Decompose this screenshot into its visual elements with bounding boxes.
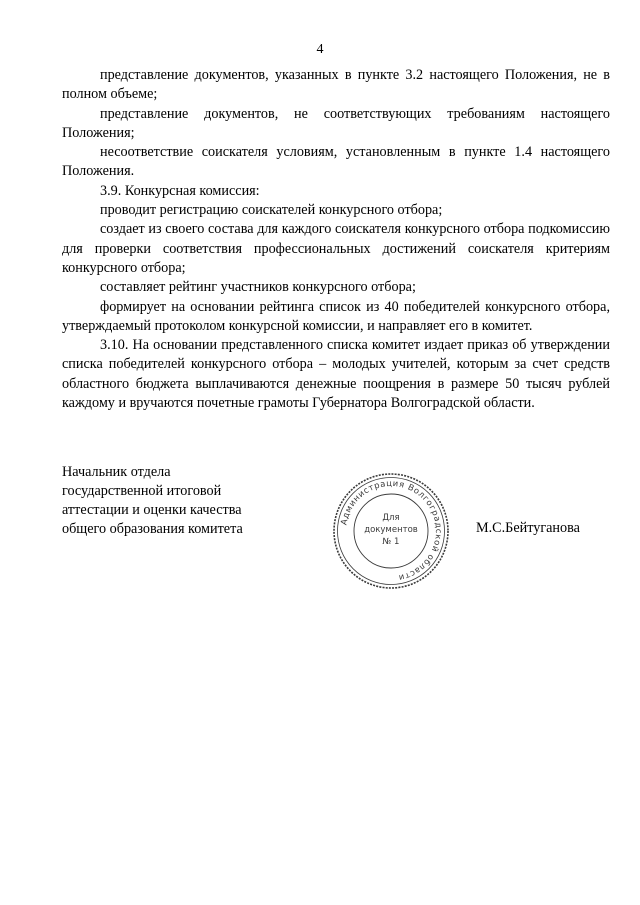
paragraph: представление документов, не соответствующих требованиям настоящего Положения; bbox=[62, 105, 610, 141]
paragraph: формирует на основании рейтинга список из 40 победителей конкурсного отбора, утверждаемый протоколом конкурсной комиссии, и направляет его в комитет. bbox=[62, 298, 610, 334]
position-line: аттестации и оценки качества bbox=[62, 502, 242, 518]
paragraph: проводит регистрацию соискателей конкурсного отбора; bbox=[100, 202, 443, 219]
position-line: государственной итоговой bbox=[62, 483, 222, 499]
signatory-position bbox=[62, 463, 282, 539]
page-number: 4 bbox=[316, 42, 324, 57]
stamp-ring-text: Администрация Волгоградской области bbox=[338, 477, 445, 584]
paragraph: 3.10. На основании представленного списка комитет издает приказ об утверждении списка победителей конкурсного отбора – молодых учителей, которым за счет средств областного бюджета выплачиваются денежные поощрения в размере 50 тысяч рублей каждому и вручаются почетные грамоты Губернатора Волгоградской области. bbox=[62, 337, 610, 412]
paragraph: представление документов, указанных в пункте 3.2 настоящего Положения, не в полном объеме; bbox=[62, 67, 610, 103]
document-body bbox=[62, 66, 610, 413]
stamp-center-line: Для bbox=[382, 513, 400, 523]
paragraph: создает из своего состава для каждого соискателя конкурсного отбора подкомиссию для проверки соответствия профессиональных достижений соискателя критериям конкурсного отбора; bbox=[62, 221, 610, 276]
paragraph: несоответствие соискателя условиям, установленным в пункте 1.4 настоящего Положения. bbox=[62, 144, 610, 180]
position-line: Начальник отдела bbox=[62, 464, 171, 480]
stamp-center-line: документов bbox=[364, 525, 418, 535]
signatory-name: М.С.Бейтуганова bbox=[476, 520, 580, 536]
stamp-center-line: № 1 bbox=[382, 537, 400, 547]
stamp-seal-icon bbox=[332, 472, 450, 590]
official-stamp bbox=[332, 472, 450, 590]
position-line: общего образования комитета bbox=[62, 521, 243, 537]
paragraph: 3.9. Конкурсная комиссия: bbox=[100, 182, 260, 199]
paragraph: составляет рейтинг участников конкурсного отбора; bbox=[100, 279, 416, 296]
